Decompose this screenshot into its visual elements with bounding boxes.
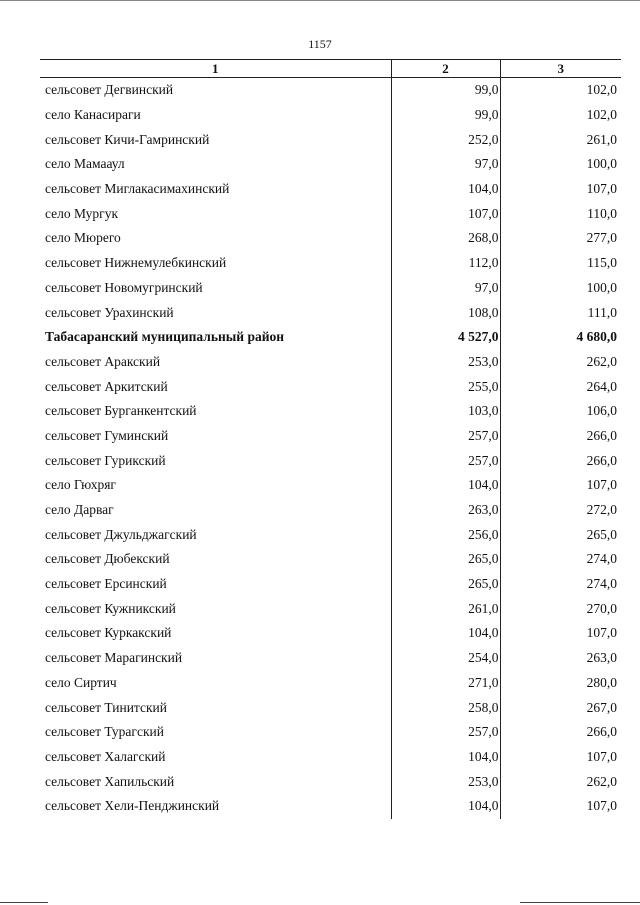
row-value-col3: 102,0: [500, 78, 621, 103]
row-value-col2: 257,0: [391, 448, 500, 473]
row-value-col2: 261,0: [391, 596, 500, 621]
row-value-col2: 103,0: [391, 399, 500, 424]
table-row: [40, 374, 621, 399]
row-value-col2: 108,0: [391, 300, 500, 325]
table-row: [40, 498, 621, 523]
row-name-cell: село Мюрего: [45, 230, 121, 246]
table-row: [40, 152, 621, 177]
table-row: [40, 177, 621, 202]
row-value-col2: 104,0: [391, 177, 500, 202]
row-value-col3: 262,0: [500, 350, 621, 375]
row-name-cell: сельсовет Миглакасимахинский: [45, 181, 230, 197]
row-value-col3: 267,0: [500, 695, 621, 720]
row-name-cell: сельсовет Турагский: [45, 724, 164, 740]
table-row: [40, 794, 621, 819]
row-name-cell: Табасаранский муниципальный район: [45, 329, 285, 345]
row-name-cell: село Мамааул: [45, 156, 125, 172]
row-value-col3: 274,0: [500, 572, 621, 597]
row-value-col2: 107,0: [391, 201, 500, 226]
table-row: [40, 399, 621, 424]
table-row: [40, 547, 621, 572]
row-name-cell: сельсовет Гуминский: [45, 427, 169, 443]
column-header-1: 1: [40, 60, 391, 78]
table-row: [40, 276, 621, 301]
row-name-cell: сельсовет Аркитский: [45, 378, 168, 394]
row-value-col3: 100,0: [500, 152, 621, 177]
row-name-cell: сельсовет Аракский: [45, 353, 161, 369]
row-name-cell: сельсовет Дюбекский: [45, 551, 170, 567]
row-value-col2: 257,0: [391, 720, 500, 745]
row-value-col3: 270,0: [500, 596, 621, 621]
row-value-col3: 100,0: [500, 276, 621, 301]
row-value-col3: 261,0: [500, 127, 621, 152]
row-name-cell: сельсовет Тинитский: [45, 699, 167, 715]
row-value-col3: 107,0: [500, 745, 621, 770]
row-value-col3: 262,0: [500, 769, 621, 794]
row-value-col3: 266,0: [500, 720, 621, 745]
table-row: [40, 103, 621, 128]
row-value-col2: 271,0: [391, 671, 500, 696]
row-name-cell: село Канасираги: [45, 107, 141, 123]
row-value-col3: 111,0: [500, 300, 621, 325]
row-name-cell: сельсовет Гурикский: [45, 452, 166, 468]
row-name-cell: сельсовет Нижнемулебкинский: [45, 255, 227, 271]
table-row: [40, 671, 621, 696]
table-row: [40, 720, 621, 745]
row-value-col2: 265,0: [391, 572, 500, 597]
row-value-col3: 110,0: [500, 201, 621, 226]
row-name-cell: сельсовет Бурганкентский: [45, 403, 197, 419]
row-value-col3: 107,0: [500, 621, 621, 646]
row-value-col3: 115,0: [500, 251, 621, 276]
row-value-col3: 266,0: [500, 448, 621, 473]
row-name-cell: сельсовет Куркакский: [45, 625, 172, 641]
row-name-cell: село Гюхряг: [45, 477, 116, 493]
row-value-col3: 102,0: [500, 103, 621, 128]
row-name-cell: сельсовет Марагинский: [45, 650, 183, 666]
table-row: [40, 201, 621, 226]
row-value-col3: 107,0: [500, 794, 621, 819]
row-name-cell: село Дарваг: [45, 502, 114, 518]
row-value-col2: 104,0: [391, 473, 500, 498]
row-value-col3: 274,0: [500, 547, 621, 572]
row-value-col2: 268,0: [391, 226, 500, 251]
row-name-cell: село Мургук: [45, 205, 119, 221]
row-value-col3: 277,0: [500, 226, 621, 251]
row-name-cell: село Сиртич: [45, 674, 117, 690]
table-row: [40, 78, 621, 103]
row-value-col2: 112,0: [391, 251, 500, 276]
row-value-col2: 256,0: [391, 522, 500, 547]
row-value-col3: 280,0: [500, 671, 621, 696]
table-row: [40, 695, 621, 720]
row-value-col2: 263,0: [391, 498, 500, 523]
row-value-col3: 265,0: [500, 522, 621, 547]
table-row: [40, 522, 621, 547]
table-row: [40, 127, 621, 152]
row-value-col2: 104,0: [391, 621, 500, 646]
row-value-col3: 266,0: [500, 424, 621, 449]
row-value-col3: 272,0: [500, 498, 621, 523]
table-header-row: [40, 60, 621, 78]
column-header-2: 2: [391, 60, 500, 78]
table-row: [40, 621, 621, 646]
row-value-col2: 254,0: [391, 646, 500, 671]
table-row: [40, 596, 621, 621]
table-row: [40, 226, 621, 251]
row-value-col2: 97,0: [391, 276, 500, 301]
row-value-col2: 104,0: [391, 745, 500, 770]
row-name-cell: сельсовет Джульджагский: [45, 526, 197, 542]
footer-rule-right: [520, 902, 640, 903]
row-value-col3: 107,0: [500, 473, 621, 498]
table-header: [40, 60, 621, 78]
table-row: [40, 745, 621, 770]
row-value-col2: 252,0: [391, 127, 500, 152]
table-row: [40, 350, 621, 375]
row-value-col2: 99,0: [391, 103, 500, 128]
row-value-col3: 107,0: [500, 177, 621, 202]
row-value-col3: 264,0: [500, 374, 621, 399]
document-table-container: [40, 59, 621, 819]
column-header-3: 3: [500, 60, 621, 78]
footer-rule-left: [0, 902, 48, 903]
row-value-col3: 106,0: [500, 399, 621, 424]
page-top-edge: [0, 0, 640, 1]
row-value-col2: 4 527,0: [391, 325, 500, 350]
row-value-col2: 258,0: [391, 695, 500, 720]
row-name-cell: сельсовет Хели-Пенджинский: [45, 798, 220, 814]
row-value-col3: 263,0: [500, 646, 621, 671]
row-name-cell: сельсовет Новомугринский: [45, 279, 203, 295]
row-name-cell: сельсовет Ерсинский: [45, 576, 167, 592]
row-name-cell: сельсовет Дегвинский: [45, 82, 174, 98]
table-row: [40, 646, 621, 671]
row-name-cell: сельсовет Кичи-Гамринский: [45, 131, 210, 147]
document-table: [40, 59, 621, 819]
row-name-cell: сельсовет Кужникский: [45, 600, 176, 616]
table-row: [40, 473, 621, 498]
table-row: [40, 300, 621, 325]
table-row: [40, 325, 621, 350]
row-value-col2: 99,0: [391, 78, 500, 103]
row-value-col2: 265,0: [391, 547, 500, 572]
table-body: [40, 78, 621, 819]
row-value-col2: 253,0: [391, 350, 500, 375]
row-value-col2: 253,0: [391, 769, 500, 794]
row-value-col2: 97,0: [391, 152, 500, 177]
row-name-cell: сельсовет Халагский: [45, 748, 166, 764]
row-name-cell: сельсовет Хапильский: [45, 773, 175, 789]
table-row: [40, 572, 621, 597]
table-row: [40, 769, 621, 794]
row-value-col2: 257,0: [391, 424, 500, 449]
table-row: [40, 251, 621, 276]
row-value-col2: 255,0: [391, 374, 500, 399]
table-row: [40, 424, 621, 449]
page-number: 1157: [308, 37, 332, 51]
row-value-col2: 104,0: [391, 794, 500, 819]
table-row: [40, 448, 621, 473]
row-name-cell: сельсовет Урахинский: [45, 304, 174, 320]
row-value-col3: 4 680,0: [500, 325, 621, 350]
